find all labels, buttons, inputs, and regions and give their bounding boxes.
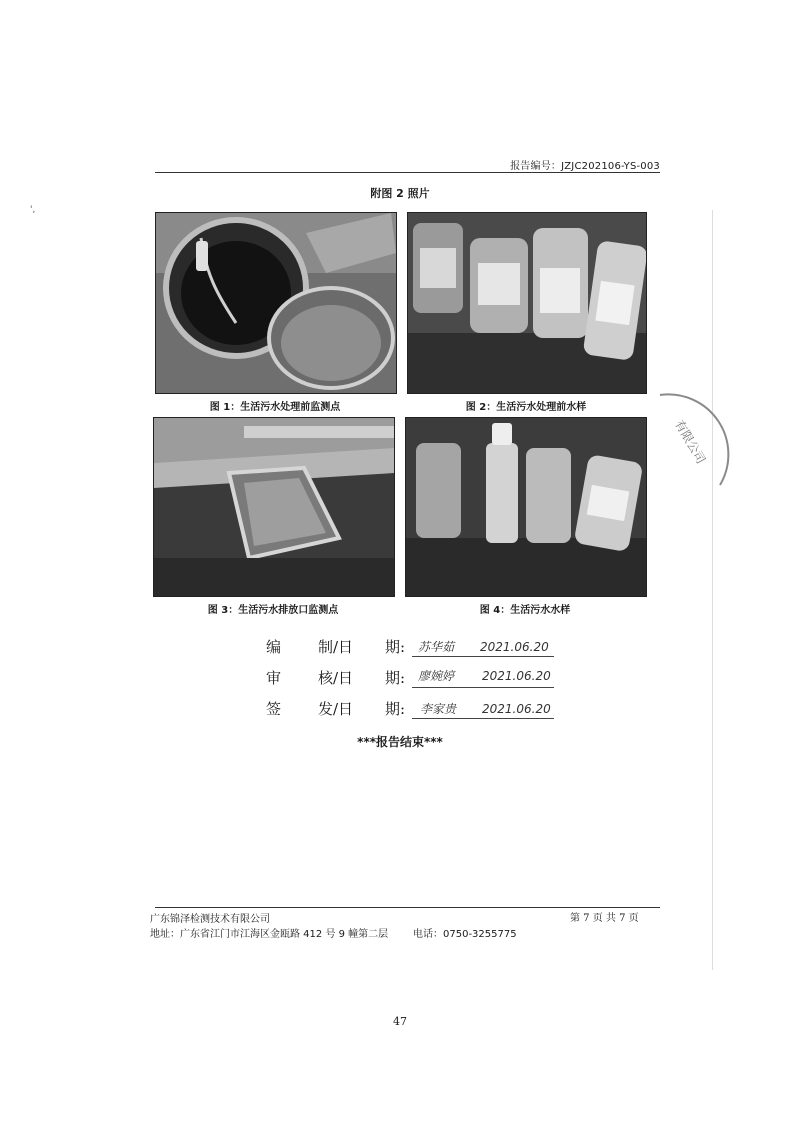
header-rule xyxy=(155,172,660,173)
footer-page-info: 第 7 页 共 7 页 xyxy=(570,913,639,924)
signature-row-issue xyxy=(0,698,800,722)
photo-2 xyxy=(407,212,647,394)
footer-phone: 电话：0750-3255775 xyxy=(413,929,517,940)
signature-row-compile xyxy=(0,636,800,660)
signature-reviewer: 廖婉婷 xyxy=(418,669,455,683)
signature-row-review xyxy=(0,667,800,691)
label-a: 签 xyxy=(266,700,282,718)
signature-issuer: 李家贵 xyxy=(420,702,457,716)
label-c: 期: xyxy=(385,638,406,656)
label-c: 期: xyxy=(385,669,406,687)
footer-rule xyxy=(155,907,660,908)
scan-shadow-line xyxy=(712,210,713,970)
label-b: 核/日 xyxy=(318,669,354,687)
footer-company: 广东锦泽检测技术有限公司 xyxy=(150,914,270,925)
label-a: 编 xyxy=(266,638,282,656)
signature-underline xyxy=(412,718,554,719)
photo-2-caption: 图 2：生活污水处理前水样 xyxy=(465,402,587,413)
date-issue: 2021.06.20 xyxy=(482,702,551,716)
report-number: 报告编号：JZJC202106-YS-003 xyxy=(510,161,660,172)
scan-edge-mark: ', xyxy=(30,205,36,215)
photo-3 xyxy=(153,417,395,597)
signature-underline xyxy=(412,687,554,688)
company-seal xyxy=(640,375,760,495)
label-c: 期: xyxy=(385,700,406,718)
photo-3-caption: 图 3：生活污水排放口监测点 xyxy=(207,605,339,616)
photo-1-caption: 图 1：生活污水处理前监测点 xyxy=(209,402,341,413)
label-b: 发/日 xyxy=(318,700,354,718)
photo-1 xyxy=(155,212,397,394)
report-end-marker: ***报告结束*** xyxy=(357,735,443,749)
label-b: 制/日 xyxy=(318,638,354,656)
footer-address: 地址：广东省江门市江海区金瓯路 412 号 9 幢第二层 xyxy=(150,929,389,940)
signature-compiler: 苏华茹 xyxy=(418,640,455,654)
photo-4-caption: 图 4：生活污水水样 xyxy=(479,605,571,616)
date-review: 2021.06.20 xyxy=(482,669,551,683)
photo-4 xyxy=(405,417,647,597)
svg-text:有限公司: 有限公司 xyxy=(672,417,709,467)
label-a: 审 xyxy=(266,669,282,687)
date-compile: 2021.06.20 xyxy=(480,640,549,654)
signature-underline xyxy=(412,656,554,657)
appendix-title: 附图 2 照片 xyxy=(370,187,430,200)
document-page-number: 47 xyxy=(393,1015,407,1028)
